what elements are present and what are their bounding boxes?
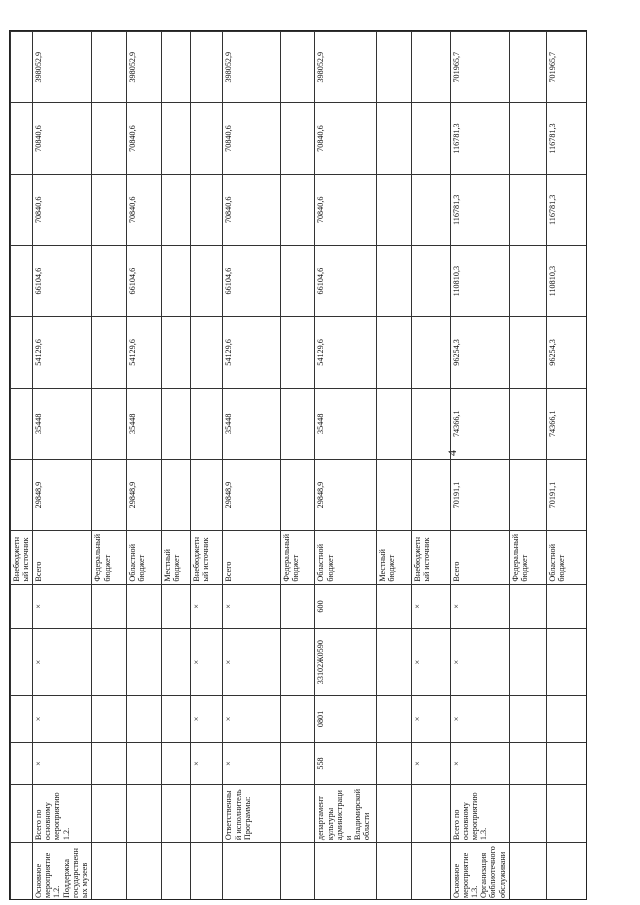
table-cell (315, 843, 376, 900)
table-cell (162, 174, 191, 245)
table-cell: 54129,6 (223, 317, 280, 388)
table-row (450, 32, 510, 901)
table-cell: Ответственный исполнитель Программы: (223, 785, 280, 843)
table-cell (376, 103, 411, 174)
table-cell: Местный бюджет (162, 531, 191, 584)
table-cell (510, 696, 547, 743)
table-cell (127, 742, 162, 784)
table-frame (9, 30, 587, 900)
table-cell (280, 696, 315, 743)
table-cell (510, 843, 547, 900)
table-cell: 29848,9 (315, 459, 376, 530)
table-cell: × (450, 696, 510, 743)
table-cell (411, 103, 450, 174)
table-row (411, 32, 450, 901)
table-cell (92, 388, 127, 459)
table-row (32, 32, 92, 901)
table-cell (510, 317, 547, 388)
table-cell: 35448 (315, 388, 376, 459)
table-cell: 558 (315, 742, 376, 784)
table-cell (280, 32, 315, 103)
table-cell: 70840,6 (315, 174, 376, 245)
table-row (280, 32, 315, 901)
table-cell (376, 629, 411, 696)
table-cell: 116781,3 (546, 174, 587, 245)
table-cell: 96254,3 (546, 317, 587, 388)
table-row (127, 32, 162, 901)
table-cell (376, 742, 411, 784)
table-cell (162, 742, 191, 784)
table-cell (162, 388, 191, 459)
budget-table (10, 31, 587, 900)
table-cell: 701965,7 (546, 32, 587, 103)
table-cell (510, 245, 547, 316)
table-cell (376, 696, 411, 743)
table-cell (11, 103, 33, 174)
table-cell (162, 696, 191, 743)
table-cell: Федеральный бюджет (92, 531, 127, 584)
table-cell (546, 843, 587, 900)
table-cell (280, 388, 315, 459)
table-cell (510, 584, 547, 629)
table-cell: 54129,6 (127, 317, 162, 388)
table-cell (411, 388, 450, 459)
table-cell: × (411, 584, 450, 629)
table-cell (376, 843, 411, 900)
table-cell (510, 742, 547, 784)
table-cell: 398052,9 (223, 32, 280, 103)
table-cell (92, 843, 127, 900)
table-cell (411, 317, 450, 388)
table-cell (127, 629, 162, 696)
table-cell (92, 785, 127, 843)
table-cell (162, 459, 191, 530)
table-cell (162, 32, 191, 103)
table-cell (411, 174, 450, 245)
table-cell (280, 843, 315, 900)
table-cell (280, 317, 315, 388)
table-cell: 74366,1 (450, 388, 510, 459)
table-cell (510, 459, 547, 530)
table-cell (223, 843, 280, 900)
table-cell (510, 388, 547, 459)
table-cell: × (190, 696, 223, 743)
table-cell: 35448 (223, 388, 280, 459)
table-cell (411, 245, 450, 316)
table-cell (376, 245, 411, 316)
table-cell: 54129,6 (32, 317, 92, 388)
table-cell: Областной бюджет (127, 531, 162, 584)
table-cell (376, 785, 411, 843)
table-cell (376, 174, 411, 245)
table-cell: × (32, 742, 92, 784)
table-cell (411, 843, 450, 900)
table-cell (190, 174, 223, 245)
table-cell: × (411, 629, 450, 696)
table-cell (162, 317, 191, 388)
table-cell (280, 174, 315, 245)
table-cell: × (32, 584, 92, 629)
table-cell: 70840,6 (223, 103, 280, 174)
table-cell: × (190, 584, 223, 629)
table-cell (11, 32, 33, 103)
table-cell (280, 584, 315, 629)
table-cell: 110810,3 (546, 245, 587, 316)
table-cell (162, 245, 191, 316)
table-cell (190, 388, 223, 459)
table-cell (280, 103, 315, 174)
table-cell (376, 584, 411, 629)
table-cell: Внебюджетный источник (190, 531, 223, 584)
table-cell: 600 (315, 584, 376, 629)
table-cell: × (190, 742, 223, 784)
table-cell (376, 459, 411, 530)
table-row (510, 32, 547, 901)
table-cell (11, 245, 33, 316)
table-cell (11, 843, 33, 900)
table-cell: Областной бюджет (315, 531, 376, 584)
table-cell: × (450, 629, 510, 696)
table-cell: 33102Ж0590 (315, 629, 376, 696)
table-cell (546, 696, 587, 743)
table-cell: × (32, 696, 92, 743)
table-cell: Местный бюджет (376, 531, 411, 584)
table-cell (280, 785, 315, 843)
table-cell: 54129,6 (315, 317, 376, 388)
table-cell (546, 584, 587, 629)
table-row (11, 32, 33, 901)
table-cell (92, 174, 127, 245)
table-cell (510, 629, 547, 696)
table-cell: 116781,3 (450, 103, 510, 174)
table-cell: × (190, 629, 223, 696)
table-cell: 29848,9 (127, 459, 162, 530)
table-cell: 398052,9 (32, 32, 92, 103)
table-cell: Всего (450, 531, 510, 584)
table-cell (411, 459, 450, 530)
table-cell (92, 245, 127, 316)
table-cell (11, 174, 33, 245)
table-cell: 70840,6 (223, 174, 280, 245)
table-cell (162, 785, 191, 843)
table-cell (510, 785, 547, 843)
table-row (162, 32, 191, 901)
table-cell: 70840,6 (32, 174, 92, 245)
table-cell: 70840,6 (315, 103, 376, 174)
table-cell (11, 317, 33, 388)
table-cell (280, 459, 315, 530)
table-cell: Внебюджетный источник (11, 531, 33, 584)
table-cell: × (411, 696, 450, 743)
table-cell: 70840,6 (32, 103, 92, 174)
table-cell: Всего (32, 531, 92, 584)
table-cell (546, 742, 587, 784)
table-cell: × (223, 742, 280, 784)
table-cell (546, 629, 587, 696)
table-cell (92, 103, 127, 174)
table-cell: департамент культуры администрации Владимирской области (315, 785, 376, 843)
table-row (546, 32, 587, 901)
table-cell: 70840,6 (127, 103, 162, 174)
table-cell (280, 245, 315, 316)
table-cell: × (223, 629, 280, 696)
table-cell (376, 388, 411, 459)
table-cell: Всего по основному мероприятию 1.2. (32, 785, 92, 843)
table-cell: 701965,7 (450, 32, 510, 103)
table-cell (162, 843, 191, 900)
table-cell: 29848,9 (32, 459, 92, 530)
table-cell (92, 317, 127, 388)
table-cell: 398052,9 (315, 32, 376, 103)
table-cell (376, 32, 411, 103)
table-cell: 35448 (32, 388, 92, 459)
table-cell (11, 388, 33, 459)
table-cell: × (411, 742, 450, 784)
table-cell: Внебюджетный источник (411, 531, 450, 584)
table-cell (92, 584, 127, 629)
table-cell: 35448 (127, 388, 162, 459)
table-cell: Областной бюджет (546, 531, 587, 584)
table-cell (411, 785, 450, 843)
table-cell (11, 785, 33, 843)
table-cell (11, 629, 33, 696)
table-cell (162, 629, 191, 696)
table-cell (546, 785, 587, 843)
table-cell: × (450, 584, 510, 629)
table-cell (162, 103, 191, 174)
table-cell (510, 103, 547, 174)
table-cell: 0801 (315, 696, 376, 743)
table-cell: × (32, 629, 92, 696)
table-cell (127, 785, 162, 843)
table-row (223, 32, 280, 901)
table-cell (190, 245, 223, 316)
table-cell: 116781,3 (546, 103, 587, 174)
table-cell: 74366,1 (546, 388, 587, 459)
table-row (376, 32, 411, 901)
table-cell: 66104,6 (127, 245, 162, 316)
table-cell: Всего по основному мероприятию 1.3. (450, 785, 510, 843)
table-cell: × (223, 696, 280, 743)
table-cell: 66104,6 (223, 245, 280, 316)
table-cell (190, 785, 223, 843)
table-cell: Основное мероприятие 1.2. Поддержка государственных музеев (32, 843, 92, 900)
table-cell: 70840,6 (127, 174, 162, 245)
table-cell (280, 629, 315, 696)
table-cell (280, 742, 315, 784)
table-cell (11, 459, 33, 530)
table-cell (11, 584, 33, 629)
table-cell: Основное мероприятие 1.3. Организация библиотечного обслуживани (450, 843, 510, 900)
table-cell: 66104,6 (315, 245, 376, 316)
table-row (190, 32, 223, 901)
table-cell (127, 584, 162, 629)
table-cell: 116781,3 (450, 174, 510, 245)
table-cell: Федеральный бюджет (510, 531, 547, 584)
table-cell: × (223, 584, 280, 629)
table-cell: 70191,1 (546, 459, 587, 530)
table-cell: Всего (223, 531, 280, 584)
table-cell (411, 32, 450, 103)
table-cell (92, 32, 127, 103)
table-cell (127, 696, 162, 743)
table-cell: Федеральный бюджет (280, 531, 315, 584)
table-cell (190, 317, 223, 388)
table-cell (190, 32, 223, 103)
table-cell (190, 843, 223, 900)
table-cell (190, 103, 223, 174)
table-row (315, 32, 376, 901)
table-cell (92, 696, 127, 743)
table-cell (190, 459, 223, 530)
table-cell: 398052,9 (127, 32, 162, 103)
table-cell: 70191,1 (450, 459, 510, 530)
table-cell: 110810,3 (450, 245, 510, 316)
table-cell: 96254,3 (450, 317, 510, 388)
table-cell (92, 742, 127, 784)
table-cell: 29848,9 (223, 459, 280, 530)
table-row (92, 32, 127, 901)
table-cell (162, 584, 191, 629)
page-number: 4 (445, 450, 459, 456)
table-cell (127, 843, 162, 900)
table-cell: 66104,6 (32, 245, 92, 316)
table-cell (11, 742, 33, 784)
table-cell (92, 459, 127, 530)
table-cell: × (450, 742, 510, 784)
table-cell (510, 174, 547, 245)
table-cell (11, 696, 33, 743)
table-cell (92, 629, 127, 696)
table-cell (510, 32, 547, 103)
table-cell (376, 317, 411, 388)
